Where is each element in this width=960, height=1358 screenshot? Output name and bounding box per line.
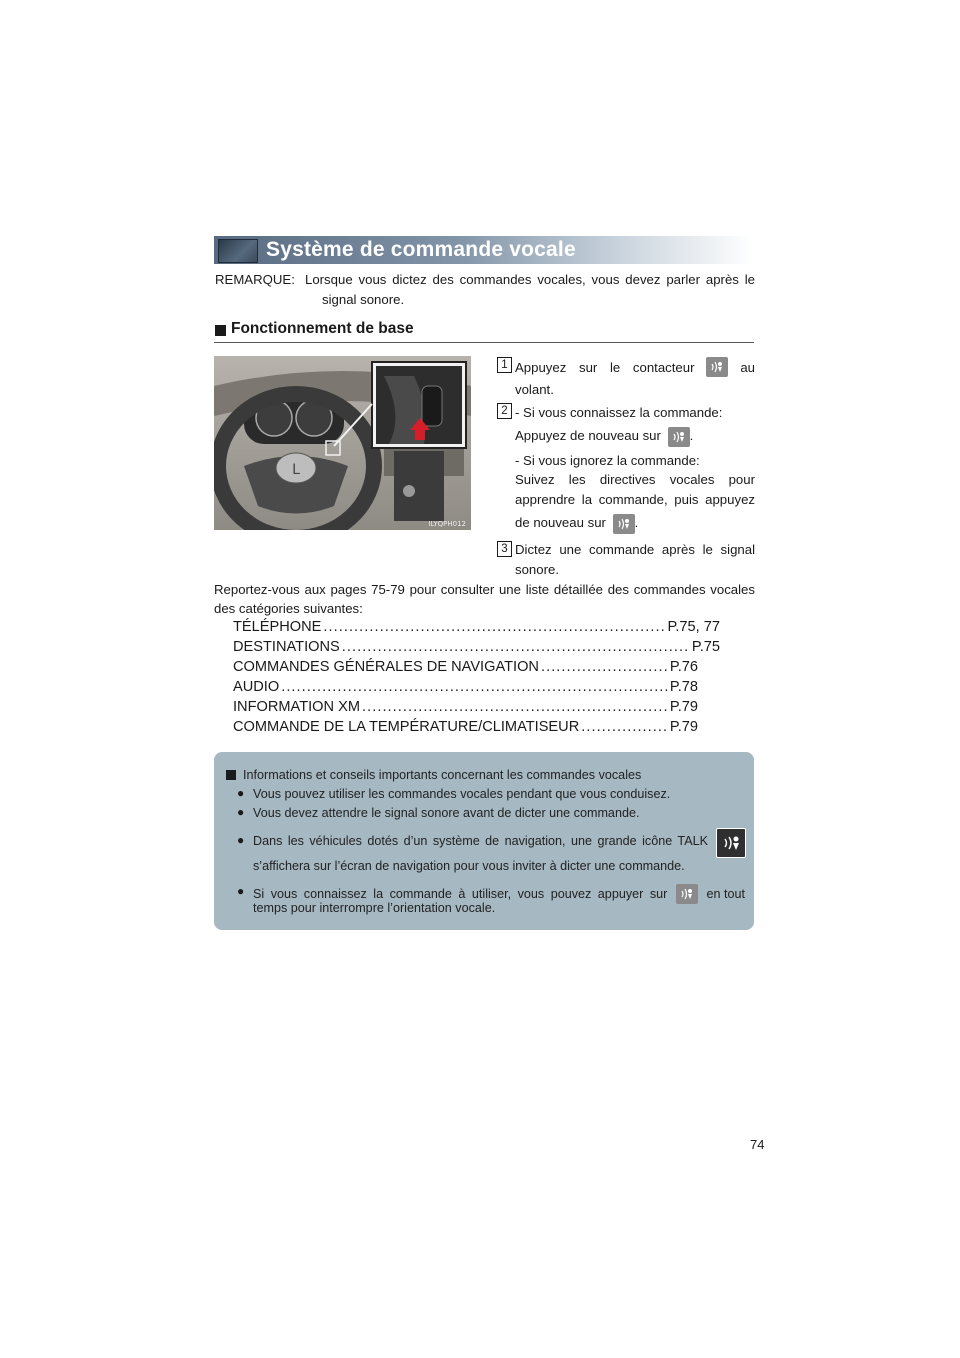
toc-item [233, 697, 698, 717]
toc-page: P.76 [669, 659, 698, 675]
info-bullet-2: Vous devez attendre le signal sonore avant de dicter une commande. [253, 806, 640, 820]
step-1-number: 1 [497, 357, 512, 373]
toc-leader [323, 617, 665, 637]
info-square-icon [226, 770, 236, 780]
step-2-known-action-text: Appuyez de nouveau sur [515, 428, 661, 443]
talk-switch-icon [613, 514, 635, 534]
bullet-icon: ● [237, 833, 245, 847]
bullet-icon: ● [237, 805, 245, 819]
reference-line2: des catégories suivantes: [214, 601, 363, 616]
toc-page: P.75 [691, 639, 720, 655]
toc-item [233, 657, 698, 677]
remark-label: REMARQUE: [215, 272, 295, 287]
info-bullet-3-line1: Dans les véhicules dotés d’un système de navigation, une grande icône TALK [253, 834, 708, 848]
toc-item [233, 637, 720, 657]
step-3-number: 3 [497, 541, 512, 557]
subsection-title: Fonctionnement de base [231, 320, 414, 337]
toc-label: INFORMATION XM [233, 699, 361, 715]
section-title: Système de commande vocale [266, 238, 576, 261]
reference-line1: Reportez-vous aux pages 75-79 pour consulter une liste détaillée des commandes vocales [214, 582, 755, 597]
section-header-thumbnail [218, 239, 258, 263]
step-2-known-action: Appuyez de nouveau sur . [515, 426, 693, 447]
toc-label: COMMANDE DE LA TEMPÉRATURE/CLIMATISEUR [233, 719, 580, 735]
step-2-number: 2 [497, 403, 512, 419]
talk-large-icon [716, 828, 746, 858]
remark-text-line1: Lorsque vous dictez des commandes vocales, vous devez parler après le [305, 272, 755, 287]
step-3-line1: Dictez une commande après le signal [515, 542, 755, 557]
toc-item [233, 617, 720, 637]
step-2-unknown-l3-text: de nouveau sur [515, 515, 606, 530]
remark-text-line2: signal sonore. [322, 292, 405, 307]
toc-leader [541, 657, 668, 677]
talk-switch-icon [676, 884, 698, 904]
step-1-line1 [515, 357, 755, 377]
toc-leader [581, 717, 668, 737]
step-1-text: Appuyez sur le contacteur [515, 359, 695, 375]
toc-label: DESTINATIONS [233, 639, 340, 655]
info-bullet-4-line2: temps pour interrompre l’orientation vocale. [253, 901, 496, 915]
step-2-unknown-l3: de nouveau sur . [515, 513, 638, 534]
step-1-line2: volant. [515, 382, 554, 397]
subsection-rule [214, 342, 754, 343]
step-2-unknown: - Si vous ignorez la commande: [515, 453, 700, 468]
toc-page: P.79 [669, 699, 698, 715]
toc-page: P.75, 77 [667, 619, 720, 635]
toc-leader [281, 677, 668, 697]
subsection-square-icon [215, 325, 226, 336]
page-number: 74 [750, 1137, 765, 1152]
info-bullet-3-line2: s’affichera sur l’écran de navigation pour vous inviter à dicter une commande. [253, 859, 685, 873]
toc-item [233, 717, 698, 737]
toc-label: AUDIO [233, 679, 280, 695]
toc-label: TÉLÉPHONE [233, 619, 322, 635]
svg-text:L: L [292, 462, 300, 478]
figure-code: ILYQPH012 [428, 520, 466, 528]
bullet-icon: ● [237, 786, 245, 800]
step-2-known: - Si vous connaissez la commande: [515, 405, 723, 420]
toc-item [233, 677, 698, 697]
toc-page: P.78 [669, 679, 698, 695]
talk-switch-icon [668, 427, 690, 447]
info-bullet-1: Vous pouvez utiliser les commandes vocales pendant que vous conduisez. [253, 787, 671, 801]
info-bullet-4-text: Si vous connaissez la commande à utiliser, vous pouvez appuyer sur [253, 886, 668, 901]
bullet-icon: ● [237, 884, 245, 898]
toc-leader [342, 637, 690, 657]
info-bullet-4-text-end: en tout [706, 886, 745, 901]
toc-leader [362, 697, 668, 717]
step-2-unknown-l1: Suivez les directives vocales pour [515, 472, 755, 487]
toc-page: P.79 [669, 719, 698, 735]
step-1-text-end: au [740, 359, 755, 375]
talk-switch-icon [706, 357, 728, 377]
steering-wheel-illustration [214, 356, 471, 530]
step-2-unknown-l2: apprendre la commande, puis appuyez [515, 492, 755, 507]
toc-label: COMMANDES GÉNÉRALES DE NAVIGATION [233, 659, 539, 675]
info-heading: Informations et conseils importants concernant les commandes vocales [243, 768, 642, 782]
step-3-line2: sonore. [515, 562, 559, 577]
